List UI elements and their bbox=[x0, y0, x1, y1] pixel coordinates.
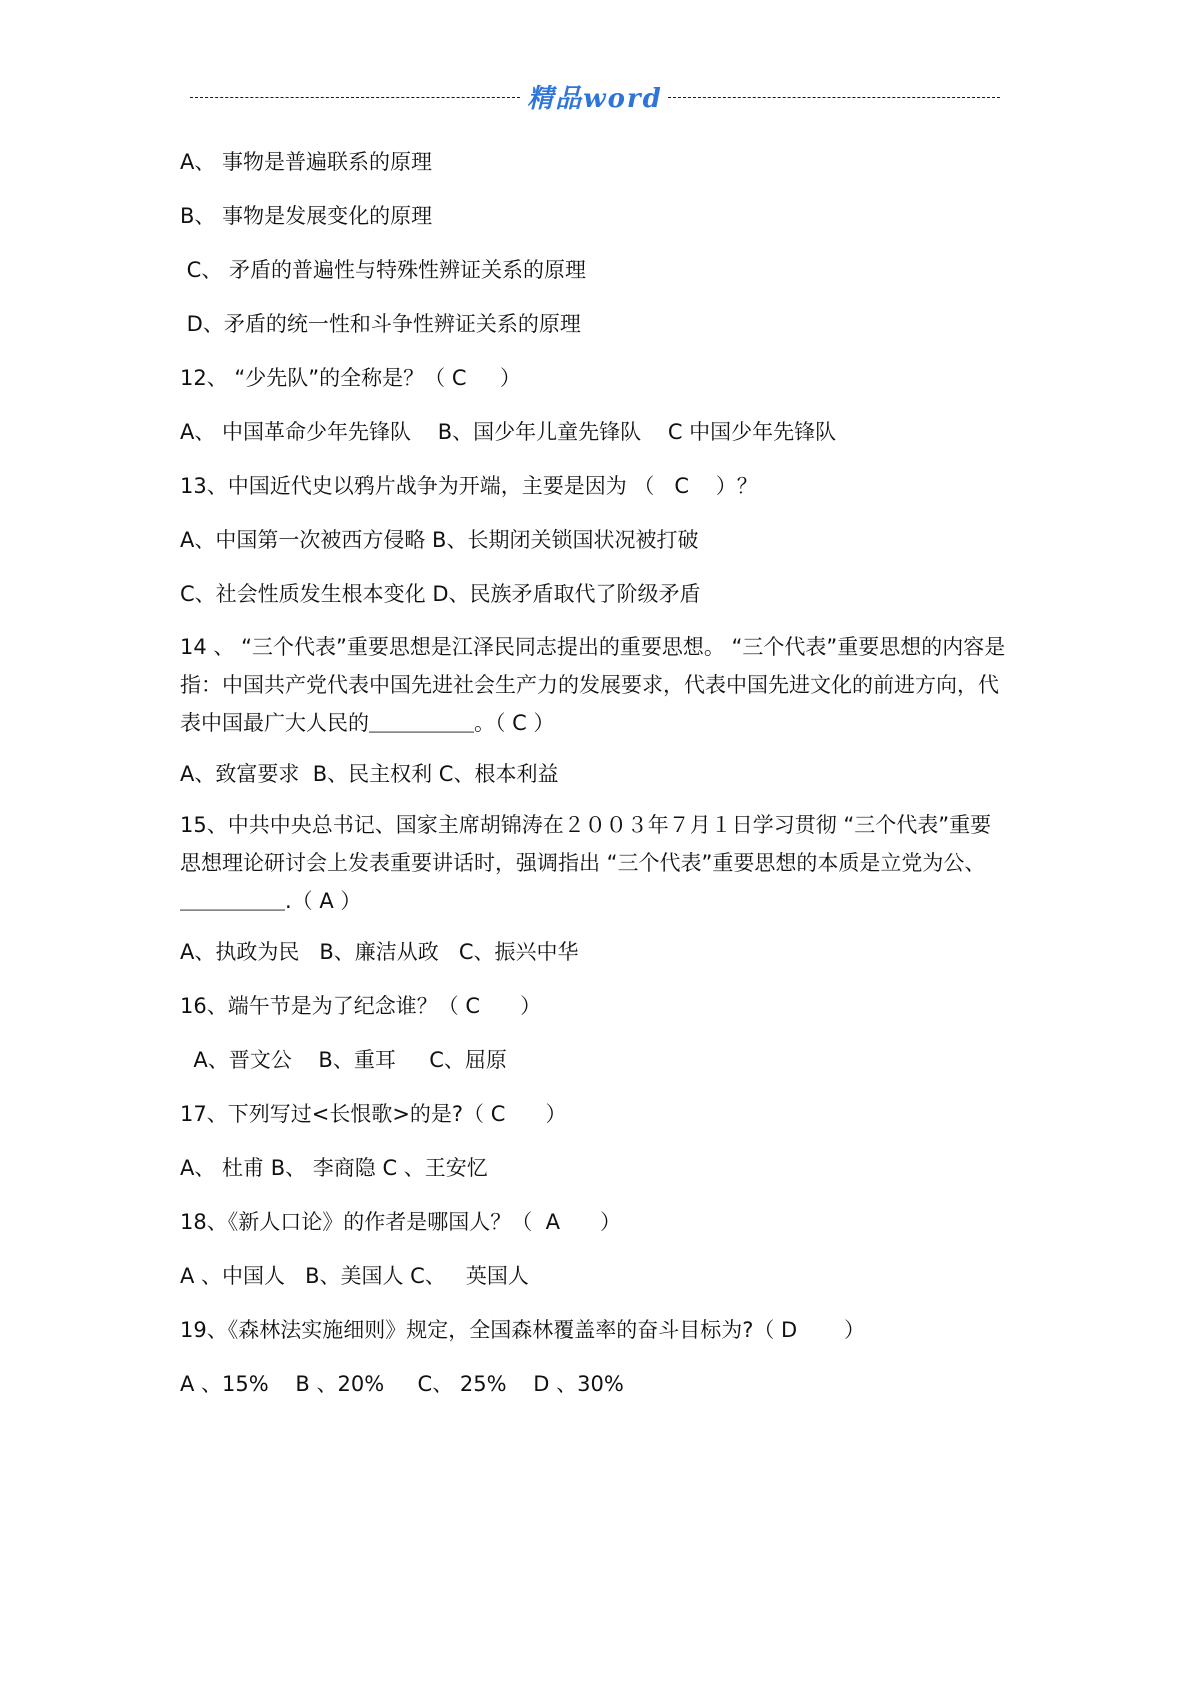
page-header bbox=[190, 80, 1000, 114]
question-19-options: A 、15% B 、20% C、 25% D 、30% bbox=[180, 1372, 624, 1396]
question-17-options: A、 杜甫 B、 李商隐 C 、王安忆 bbox=[180, 1156, 488, 1180]
question-12-options: A、 中国革命少年先锋队 B、国少年儿童先锋队 C 中国少年先锋队 bbox=[180, 420, 837, 444]
question-13: 13、中国近代史以鸦片战争为开端，主要是因为 （ C ）？ bbox=[180, 474, 758, 498]
question-16: 16、端午节是为了纪念谁？（ C ） bbox=[180, 994, 542, 1018]
question-13-options-ab: A、中国第一次被西方侵略 B、长期闭关锁国状况被打破 bbox=[180, 528, 699, 552]
question-17: 17、下列写过<长恨歌>的是?（ C ） bbox=[180, 1102, 567, 1126]
option-line: A、 事物是普遍联系的原理 bbox=[180, 150, 433, 174]
question-14-options: A、致富要求 B、民主权利 C、根本利益 bbox=[180, 762, 559, 786]
header-dashed-rule-left bbox=[190, 97, 520, 98]
header-brand: 精品word bbox=[527, 84, 663, 114]
question-13-options-cd: C、社会性质发生根本变化 D、民族矛盾取代了阶级矛盾 bbox=[180, 582, 701, 606]
question-14: 14 、 “三个代表”重要思想是江泽民同志提出的重要思想。 “三个代表”重要思想的内容是指：中国共产党代表中国先进社会生产力的发展要求，代表中国先进文化的前进方向，代表中国最广大人民的＿＿＿＿＿。（ C ） bbox=[180, 635, 1006, 735]
question-19: 19、《森林法实施细则》规定，全国森林覆盖率的奋斗目标为?（ D ） bbox=[180, 1318, 865, 1342]
header-dashed-rule-right bbox=[668, 97, 1000, 98]
question-15: 15、中共中央总书记、国家主席胡锦涛在２００３年７月１日学习贯彻 “三个代表”重要思想理论研讨会上发表重要讲话时，强调指出 “三个代表”重要思想的本质是立党为公、 ＿＿＿＿＿.（ A ） bbox=[180, 813, 992, 913]
question-18: 18、《新人口论》的作者是哪国人？（ A ） bbox=[180, 1210, 621, 1234]
question-16-options: A、晋文公 B、重耳 C、屈原 bbox=[180, 1048, 507, 1072]
option-line: C、 矛盾的普遍性与特殊性辨证关系的原理 bbox=[180, 258, 587, 282]
option-line: B、 事物是发展变化的原理 bbox=[180, 204, 433, 228]
question-15-options: A、执政为民 B、廉洁从政 C、振兴中华 bbox=[180, 940, 579, 964]
option-line: D、矛盾的统一性和斗争性辨证关系的原理 bbox=[180, 312, 581, 336]
question-18-options: A 、中国人 B、美国人 C、 英国人 bbox=[180, 1264, 529, 1288]
question-12: 12、 “少先队”的全称是？（ C ） bbox=[180, 366, 521, 390]
